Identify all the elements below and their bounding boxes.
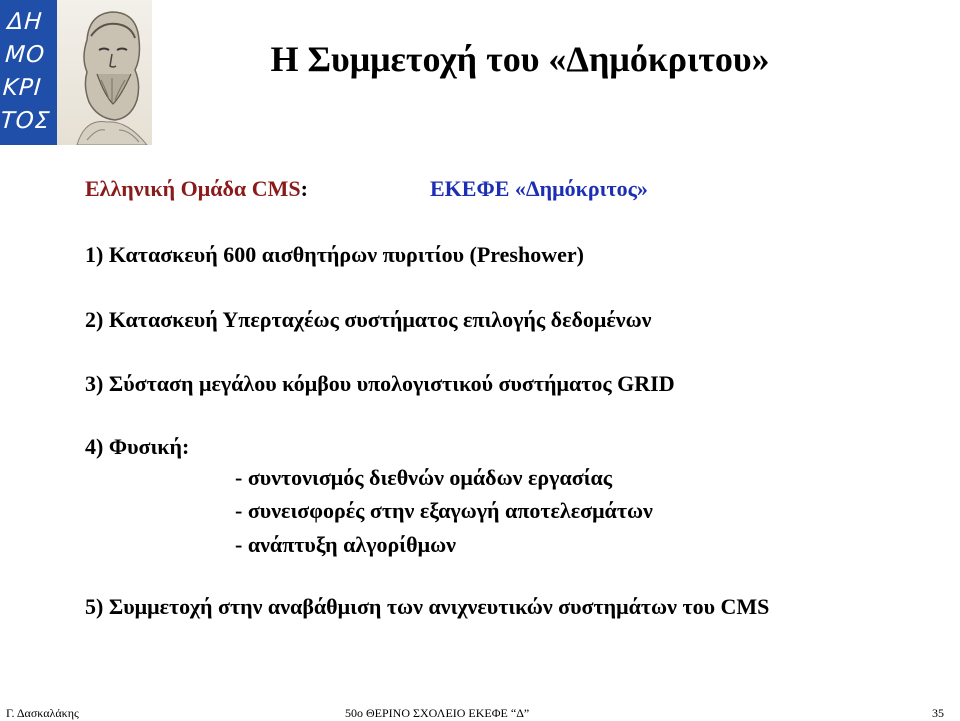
footer-event: 50ο ΘΕΡΙΝΟ ΣΧΟΛΕΙΟ ΕΚΕΦΕ “Δ” — [345, 706, 530, 720]
group-value: ΕΚΕΦΕ «Δημόκριτος» — [430, 176, 648, 201]
logo-letter-line: ΤΟΣ — [0, 108, 52, 134]
physics-subitem: - συντονισμός διεθνών ομάδων εργασίας — [235, 465, 613, 490]
physics-subitem: - συνεισφορές στην εξαγωγή αποτελεσμάτων — [235, 498, 653, 523]
list-item: 5) Συμμετοχή στην αναβάθμιση των ανιχνευτικών συστημάτων του CMS — [85, 594, 770, 619]
group-label-colon: : — [300, 176, 308, 201]
democritus-bust-image — [57, 0, 152, 145]
footer-author: Γ. Δασκαλάκης — [6, 706, 79, 720]
list-item: 1) Κατασκευή 600 αισθητήρων πυριτίου (Preshower) — [85, 242, 584, 267]
list-item: 3) Σύσταση μεγάλου κόμβου υπολογιστικού συστήματος GRID — [85, 371, 675, 396]
footer-page-number: 35 — [932, 706, 944, 720]
logo-lettering — [0, 6, 57, 138]
logo-letter-line: ΜΟ — [4, 42, 47, 68]
logo-letter-line: ΔΗ — [6, 9, 44, 35]
demokritos-logo — [0, 0, 152, 145]
list-item: 4) Φυσική: — [85, 434, 190, 459]
group-label-text: Ελληνική Ομάδα CMS — [85, 176, 301, 201]
logo-letter-line: ΚΡΙ — [1, 75, 43, 101]
logo-lettering-panel — [0, 0, 57, 145]
physics-subitem: - ανάπτυξη αλγορίθμων — [235, 532, 456, 557]
slide-title: Η Συμμετοχή του «Δημόκριτου» — [270, 39, 770, 79]
list-item: 2) Κατασκευή Υπερταχέως συστήματος επιλογής δεδομένων — [85, 307, 652, 332]
group-label — [85, 176, 308, 202]
